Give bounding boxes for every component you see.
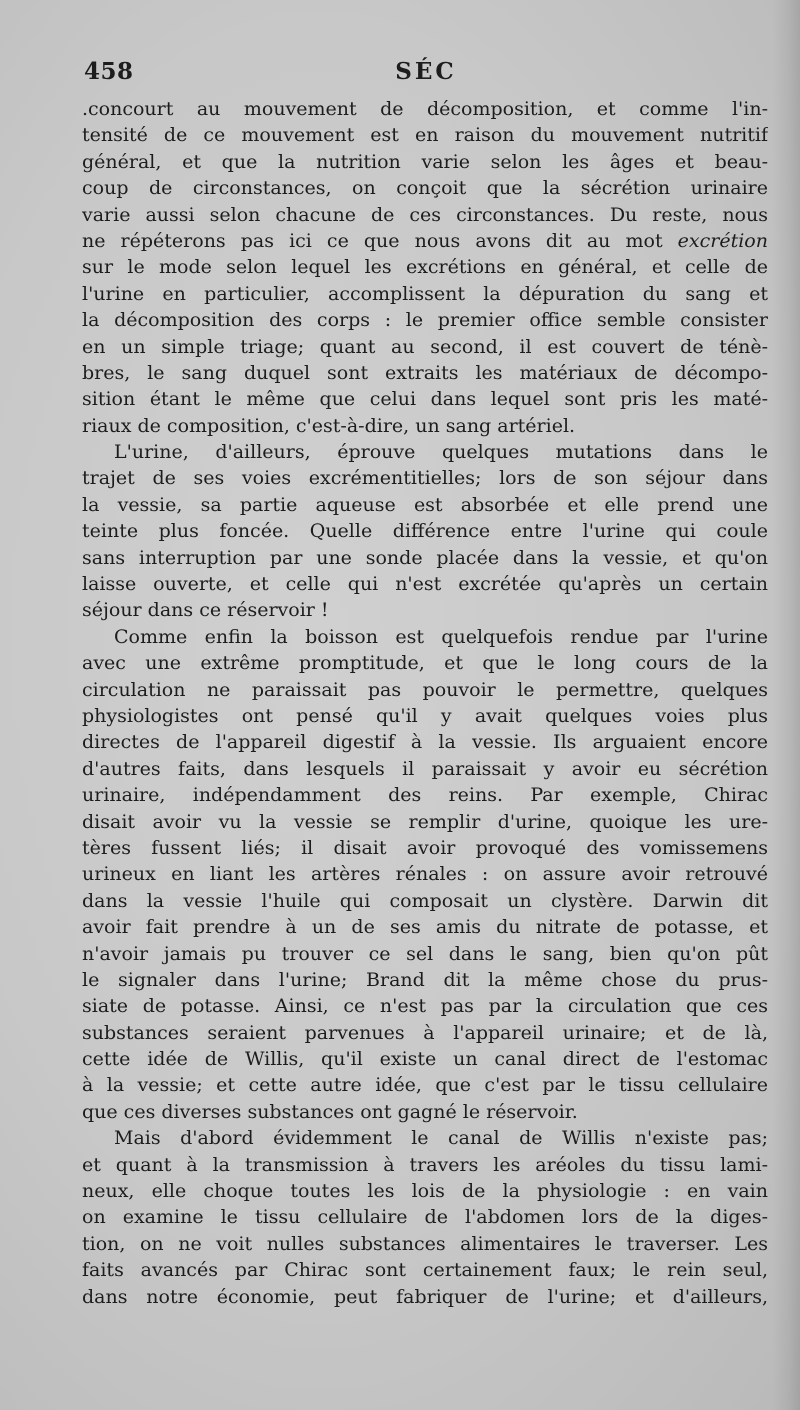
text-line: laisse ouverte, et celle qui n'est excrétée qu'après un certain (82, 573, 768, 596)
text-line: que ces diverses substances ont gagné le réservoir. (82, 1100, 578, 1123)
text-line: cette idée de Willis, qu'il existe un canal direct de l'estomac (82, 1048, 768, 1071)
text-line: sur le mode selon lequel les excrétions en général, et celle de (82, 256, 768, 279)
text-line: avec une extrême promptitude, et que le long cours de la (82, 652, 768, 675)
page-edge-shadow (772, 0, 800, 1410)
text-line: tion, on ne voit nulles substances alimentaires le traverser. Les (82, 1232, 768, 1255)
text-line: faits avancés par Chirac sont certainement faux; le rein seul, (82, 1259, 768, 1282)
text-line: Comme enfin la boisson est quelquefois rendue par l'urine (114, 625, 768, 648)
text-line: teinte plus foncée. Quelle différence entre l'urine qui coule (82, 520, 768, 543)
text-line: bres, le sang duquel sont extraits les matériaux de décompo- (82, 361, 768, 384)
text-line: dans notre économie, peut fabriquer de l'urine; et d'ailleurs, (82, 1285, 768, 1308)
text-line: circulation ne paraissait pas pouvoir le permettre, quelques (82, 678, 768, 701)
text-line: .concourt au mouvement de décomposition, et comme l'in- (82, 98, 768, 120)
text-line: directes de l'appareil digestif à la vessie. Ils arguaient encore (82, 731, 768, 754)
text-line: général, et que la nutrition varie selon les âges et beau- (82, 150, 768, 173)
text-line: sition étant le même que celui dans lequel sont pris les maté- (82, 388, 768, 411)
page-header (84, 58, 768, 94)
text-line: substances seraient parvenues à l'appareil urinaire; et de là, (82, 1021, 768, 1044)
text-line: siate de potasse. Ainsi, ce n'est pas par la circulation que ces (82, 995, 768, 1018)
text-line: n'avoir jamais pu trouver ce sel dans le sang, bien qu'on pût (82, 942, 768, 965)
text-line: en un simple triage; quant au second, il est couvert de ténè- (82, 335, 768, 358)
text-line: et quant à la transmission à travers les aréoles du tissu lami- (82, 1153, 768, 1176)
text-line: on examine le tissu cellulaire de l'abdomen lors de la diges- (82, 1206, 768, 1229)
text-line: riaux de composition, c'est-à-dire, un sang artériel. (82, 414, 576, 437)
text-line: L'urine, d'ailleurs, éprouve quelques mutations dans le (114, 441, 768, 464)
body-text (82, 96, 768, 1310)
text-line: disait avoir vu la vessie se remplir d'urine, quoique les ure- (82, 810, 768, 833)
text-line: l'urine en particulier, accomplissent la dépuration du sang et (82, 282, 768, 305)
text-line: coup de circonstances, on conçoit que la sécrétion urinaire (82, 177, 768, 200)
text-line: urineux en liant les artères rénales : on assure avoir retrouvé (82, 863, 768, 886)
text-line: varie aussi selon chacune de ces circonstances. Du reste, nous (82, 203, 768, 226)
text-line: à la vessie; et cette autre idée, que c'est par le tissu cellulaire (82, 1074, 768, 1097)
text-line: trajet de ses voies excrémentitielles; lors de son séjour dans (82, 467, 768, 490)
text-line: séjour dans ce réservoir ! (82, 599, 329, 622)
text-line: dans la vessie l'huile qui composait un clystère. Darwin dit (82, 889, 768, 912)
text-line: la vessie, sa partie aqueuse est absorbée et elle prend une (82, 493, 768, 516)
text-line: tensité de ce mouvement est en raison du mouvement nutritif (82, 124, 768, 147)
text-line: physiologistes ont pensé qu'il y avait quelques voies plus (82, 704, 768, 727)
text-line: d'autres faits, dans lesquels il paraissait y avoir eu sécrétion (82, 757, 768, 780)
text-line: urinaire, indépendamment des reins. Par exemple, Chirac (82, 784, 768, 807)
text-line: ne répéterons pas ici ce que nous avons dit au mot excrétion (82, 229, 768, 252)
text-line: Mais d'abord évidemment le canal de Willis n'existe pas; (114, 1127, 768, 1150)
text-line: le signaler dans l'urine; Brand dit la même chose du prus- (82, 968, 768, 991)
running-head: SÉC (395, 58, 457, 85)
text-line: neux, elle choque toutes les lois de la physiologie : en vain (82, 1180, 768, 1203)
text-line: avoir fait prendre à un de ses amis du nitrate de potasse, et (82, 916, 768, 939)
text-line: tères fussent liés; il disait avoir provoqué des vomissemens (82, 836, 768, 859)
text-line: la décomposition des corps : le premier office semble consister (82, 309, 768, 332)
page-number: 458 (84, 58, 134, 85)
text-line: sans interruption par une sonde placée dans la vessie, et qu'on (82, 546, 768, 569)
